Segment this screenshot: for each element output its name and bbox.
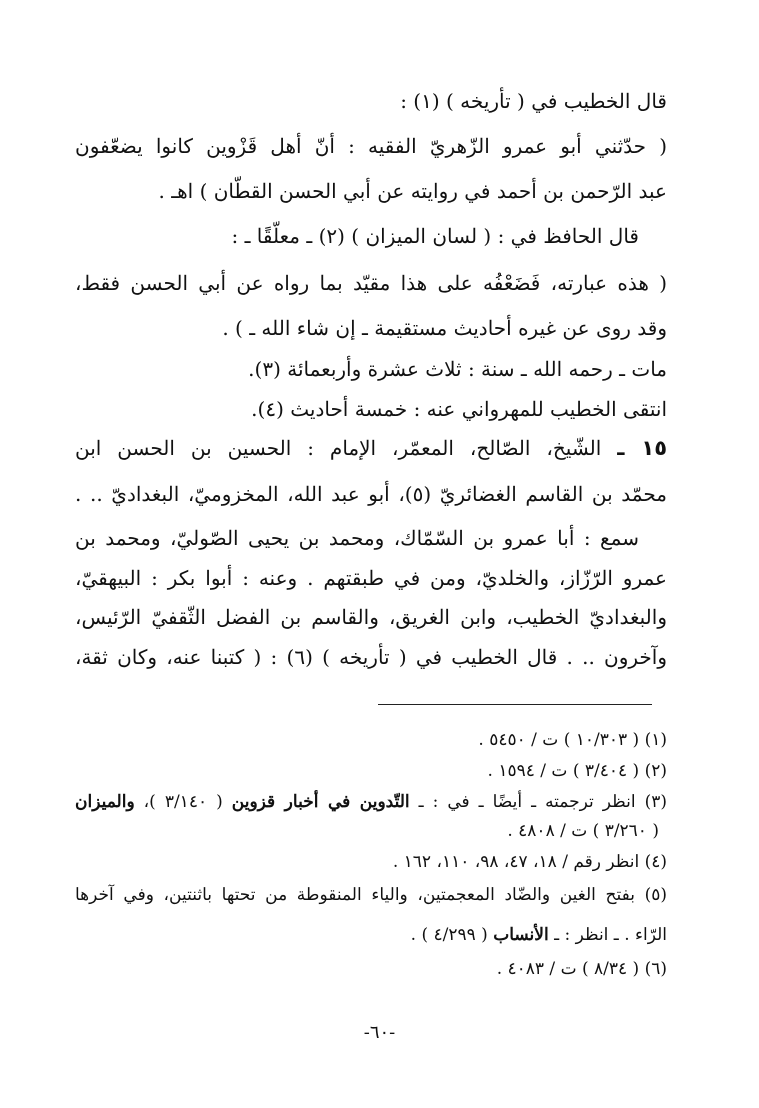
footnote-2: (٢) ( ٣/٤٠٤ ) ت / ١٥٩٤ .: [487, 761, 667, 781]
text-line-7: مات ـ رحمه الله ـ سنة : ثلاث عشرة وأربعمائة (٣).: [248, 357, 667, 381]
footnote-4: (٤) انظر رقم / ١٨، ٤٧، ٩٨، ١١٠، ١٦٢ .: [392, 852, 667, 872]
page-number: -٦٠-: [363, 1022, 396, 1043]
footnote-6: (٦) ( ٨/٣٤ ) ت / ٤٠٨٣ .: [496, 959, 667, 979]
entry-15-heading: [75, 433, 667, 463]
text-line-4: قال الحافظ في : ( لسان الميزان ) (٢) ـ معلّقًا ـ :: [231, 224, 639, 248]
footnote-5-continued: [411, 922, 667, 948]
footnote-separator: [378, 704, 652, 705]
footnote-5-book-title: الأنساب: [493, 925, 549, 945]
entry-number: ١٥ ـ: [617, 436, 668, 460]
footnote-5-reference: ( ٤/٢٩٩ ) .: [410, 925, 494, 945]
text-line-12: عمرو الرّزّاز، والخلديّ، ومن في طبقتهم . وعنه : أبوا بكر : البيهقيّ،: [75, 566, 667, 590]
text-line-10: محمّد بن القاسم الغضائريّ (٥)، أبو عبد الله، المخزوميّ، البغداديّ .. .: [75, 482, 667, 506]
footnote-3-book-title-2: والميزان: [75, 792, 135, 812]
footnote-3-lead: (٣) انظر ترجمته ـ أيضًا ـ في : ـ: [409, 792, 667, 812]
text-line-8: انتقى الخطيب للمهرواني عنه : خمسة أحاديث (٤).: [251, 397, 667, 421]
text-line-13: والبغداديّ الخطيب، وابن الغريق، والقاسم بن الفضل الثّقفيّ الرّئيس،: [75, 605, 667, 629]
text-line-3: عبد الرّحمن بن أحمد في روايته عن أبي الحسن القطّان ) اهـ .: [158, 179, 667, 203]
footnote-1: (١) ( ١٠/٣٠٣ ) ت / ٥٤٥٠ .: [478, 730, 667, 750]
text-line-6: وقد روى عن غيره أحاديث مستقيمة ـ إن شاء الله ـ ) .: [222, 316, 667, 340]
footnote-3-continued: ( ٣/٢٦٠ ) ت / ٤٨٠٨ .: [507, 821, 659, 841]
footnote-3-book-title: التّدوين في أخبار قزوين: [231, 792, 410, 812]
text-line-1: قال الخطيب في ( تأريخه ) (١) :: [400, 89, 667, 113]
footnote-5-lead: الرّاء . ـ انظر : ـ: [548, 925, 667, 945]
text-line-5: ( هذه عبارته، فَضَعْفُه على هذا مقيّد بما رواه عن أبي الحسن فقط،: [75, 271, 667, 295]
text-line-14: وآخرون .. . قال الخطيب في ( تأريخه ) (٦) : ( كتبنا عنه، وكان ثقة،: [75, 645, 667, 669]
entry-15-heading-text: الشّيخ، الصّالح، المعمّر، الإمام : الحسين بن الحسن ابن: [75, 436, 602, 460]
footnote-5: (٥) بفتح الغين والضّاد المعجمتين، والياء المنقوطة من تحتها باثنتين، وفي آخرها: [75, 885, 667, 905]
text-line-2: ( حدّثني أبو عمرو الزّهريّ الفقيه : أنّ أهل قَزْوين كانوا يضعّفون: [75, 134, 667, 158]
text-line-11: سمع : أبا عمرو بن السّمّاك، ومحمد بن يحيى الصّوليّ، ومحمد بن: [75, 526, 639, 550]
footnote-3-reference: ( ٣/١٤٠ )،: [134, 792, 232, 812]
footnote-3: [75, 789, 667, 815]
